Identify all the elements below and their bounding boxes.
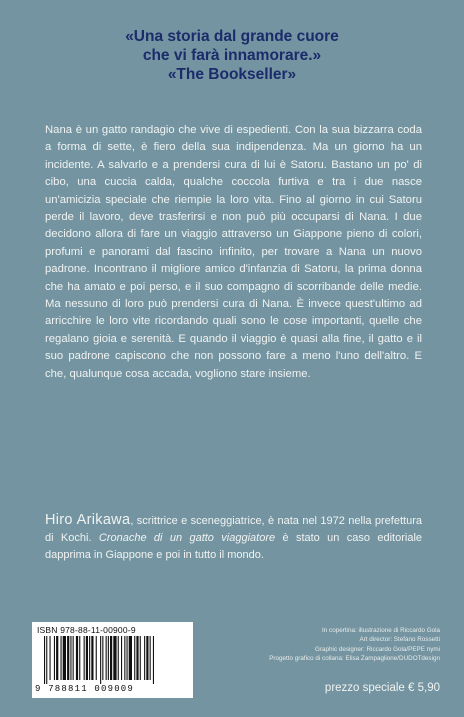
barcode-bar bbox=[108, 636, 109, 680]
barcode-bar bbox=[70, 636, 71, 680]
author-bio-part-1: , scrittrice e sceneggiatrice, è nata nel 1972 nella prefettura di Kochi. bbox=[45, 515, 422, 544]
barcode-bar bbox=[63, 636, 66, 680]
author-bio-part-2: è stato un caso editoriale dapprima in Giappone e poi in tutto il mondo. bbox=[45, 532, 423, 561]
barcode-bar bbox=[110, 636, 112, 680]
barcode-bar bbox=[121, 636, 122, 680]
book-title: Cronache di un gatto viaggiatore bbox=[98, 532, 276, 544]
special-price: prezzo speciale € 5,90 bbox=[324, 682, 440, 694]
synopsis bbox=[45, 122, 422, 383]
isbn-number: ISBN 978-88-11-00900-9 bbox=[37, 625, 136, 635]
author-bio-text bbox=[45, 512, 422, 564]
review-quote bbox=[0, 27, 464, 84]
barcode-bar bbox=[134, 636, 135, 680]
barcode-bar bbox=[46, 636, 47, 684]
author-name: Hiro Arikawa bbox=[45, 512, 131, 528]
barcode-bar bbox=[86, 636, 88, 680]
barcode-label bbox=[32, 622, 193, 698]
barcode-bar bbox=[89, 636, 90, 680]
quote-line-1: «Una storia dal grande cuore bbox=[125, 28, 339, 45]
barcode-bar bbox=[127, 636, 128, 680]
quote-line-2: che vi farà innamorare.» bbox=[142, 47, 322, 64]
barcode-bar bbox=[56, 636, 58, 680]
barcode-bar bbox=[84, 636, 85, 680]
barcode-bar bbox=[67, 636, 69, 680]
barcode-bar bbox=[61, 636, 62, 680]
barcode-bar bbox=[113, 636, 116, 680]
barcode-bar bbox=[79, 636, 80, 680]
barcode-bar bbox=[106, 636, 107, 680]
barcode-bar bbox=[146, 636, 148, 680]
barcode-digits: 9 788811 009009 bbox=[35, 684, 135, 694]
credit-line: Graphic designer: Riccardo Gola/PEPE nymi bbox=[315, 645, 440, 653]
barcode-bar bbox=[96, 636, 97, 680]
barcode-bar bbox=[76, 636, 78, 680]
barcode-bar bbox=[150, 636, 151, 680]
barcode-bar bbox=[153, 636, 154, 684]
credit-line: Art director: Stefano Rossetti bbox=[359, 636, 440, 644]
author-bio bbox=[45, 512, 422, 564]
barcode-bar bbox=[54, 636, 55, 680]
credit-line: In copertina: illustrazione di Riccardo Gola bbox=[322, 627, 440, 634]
barcode-image bbox=[44, 636, 181, 684]
barcode-bar bbox=[44, 636, 45, 684]
barcode-bar bbox=[129, 636, 132, 680]
credit-line: Progetto grafico di collana: Elisa Zampaglione/DUDOTdesign bbox=[269, 654, 440, 662]
barcode-bar bbox=[50, 636, 51, 680]
barcode-bar bbox=[73, 636, 74, 680]
quote-source: «The Bookseller» bbox=[167, 66, 297, 83]
barcode-bar bbox=[102, 636, 103, 680]
barcode-bar bbox=[118, 636, 119, 680]
synopsis-text: Nana è un gatto randagio che vive di espedienti. Con la sua bizzarra coda a forma di sette, è fiero della sua indipendenza. Ma un giorno ha un incidente. A salvarlo e a prendersi cura di lui è Satoru. Bastano un po' di cibo, una cuccia calda, qualche coccola furtiva e tra i due nasce un'amicizia speciale che riempie la loro vita. Fino al giorno in cui Satoru perde il lavoro, deve trasferirsi e non può più occuparsi di Nana. I due decidono allora di fare un viaggio attraverso un Giappone pieno di colori, profumi e panorami dal fascino infinito, per trovare a Nana un nuovo padrone. Incontrano il migliore amico d'infanzia di Satoru, la prima donna che ha amato e poi perso, e il suo compagno di scorribande delle medie. Ma nessuno di loro può prendersi cura di Nana. È invece quest'ultimo ad arricchire le loro vite ricordando quali sono le cose importanti, quelle che regalano gioia e serenità. E quando il viaggio è quasi alla fine, il gatto e il suo padrone capiscono che non possono fare a meno l'uno dell'altro. E che, qualunque cosa accada, vogliono stare insieme. bbox=[45, 124, 422, 380]
barcode-bar bbox=[140, 636, 141, 680]
barcode-bar bbox=[144, 636, 145, 680]
barcode-bar bbox=[124, 636, 125, 680]
barcode-bar bbox=[136, 636, 138, 680]
barcode-bar bbox=[100, 636, 101, 684]
cover-credits bbox=[250, 626, 440, 663]
barcode-bar bbox=[91, 636, 93, 680]
